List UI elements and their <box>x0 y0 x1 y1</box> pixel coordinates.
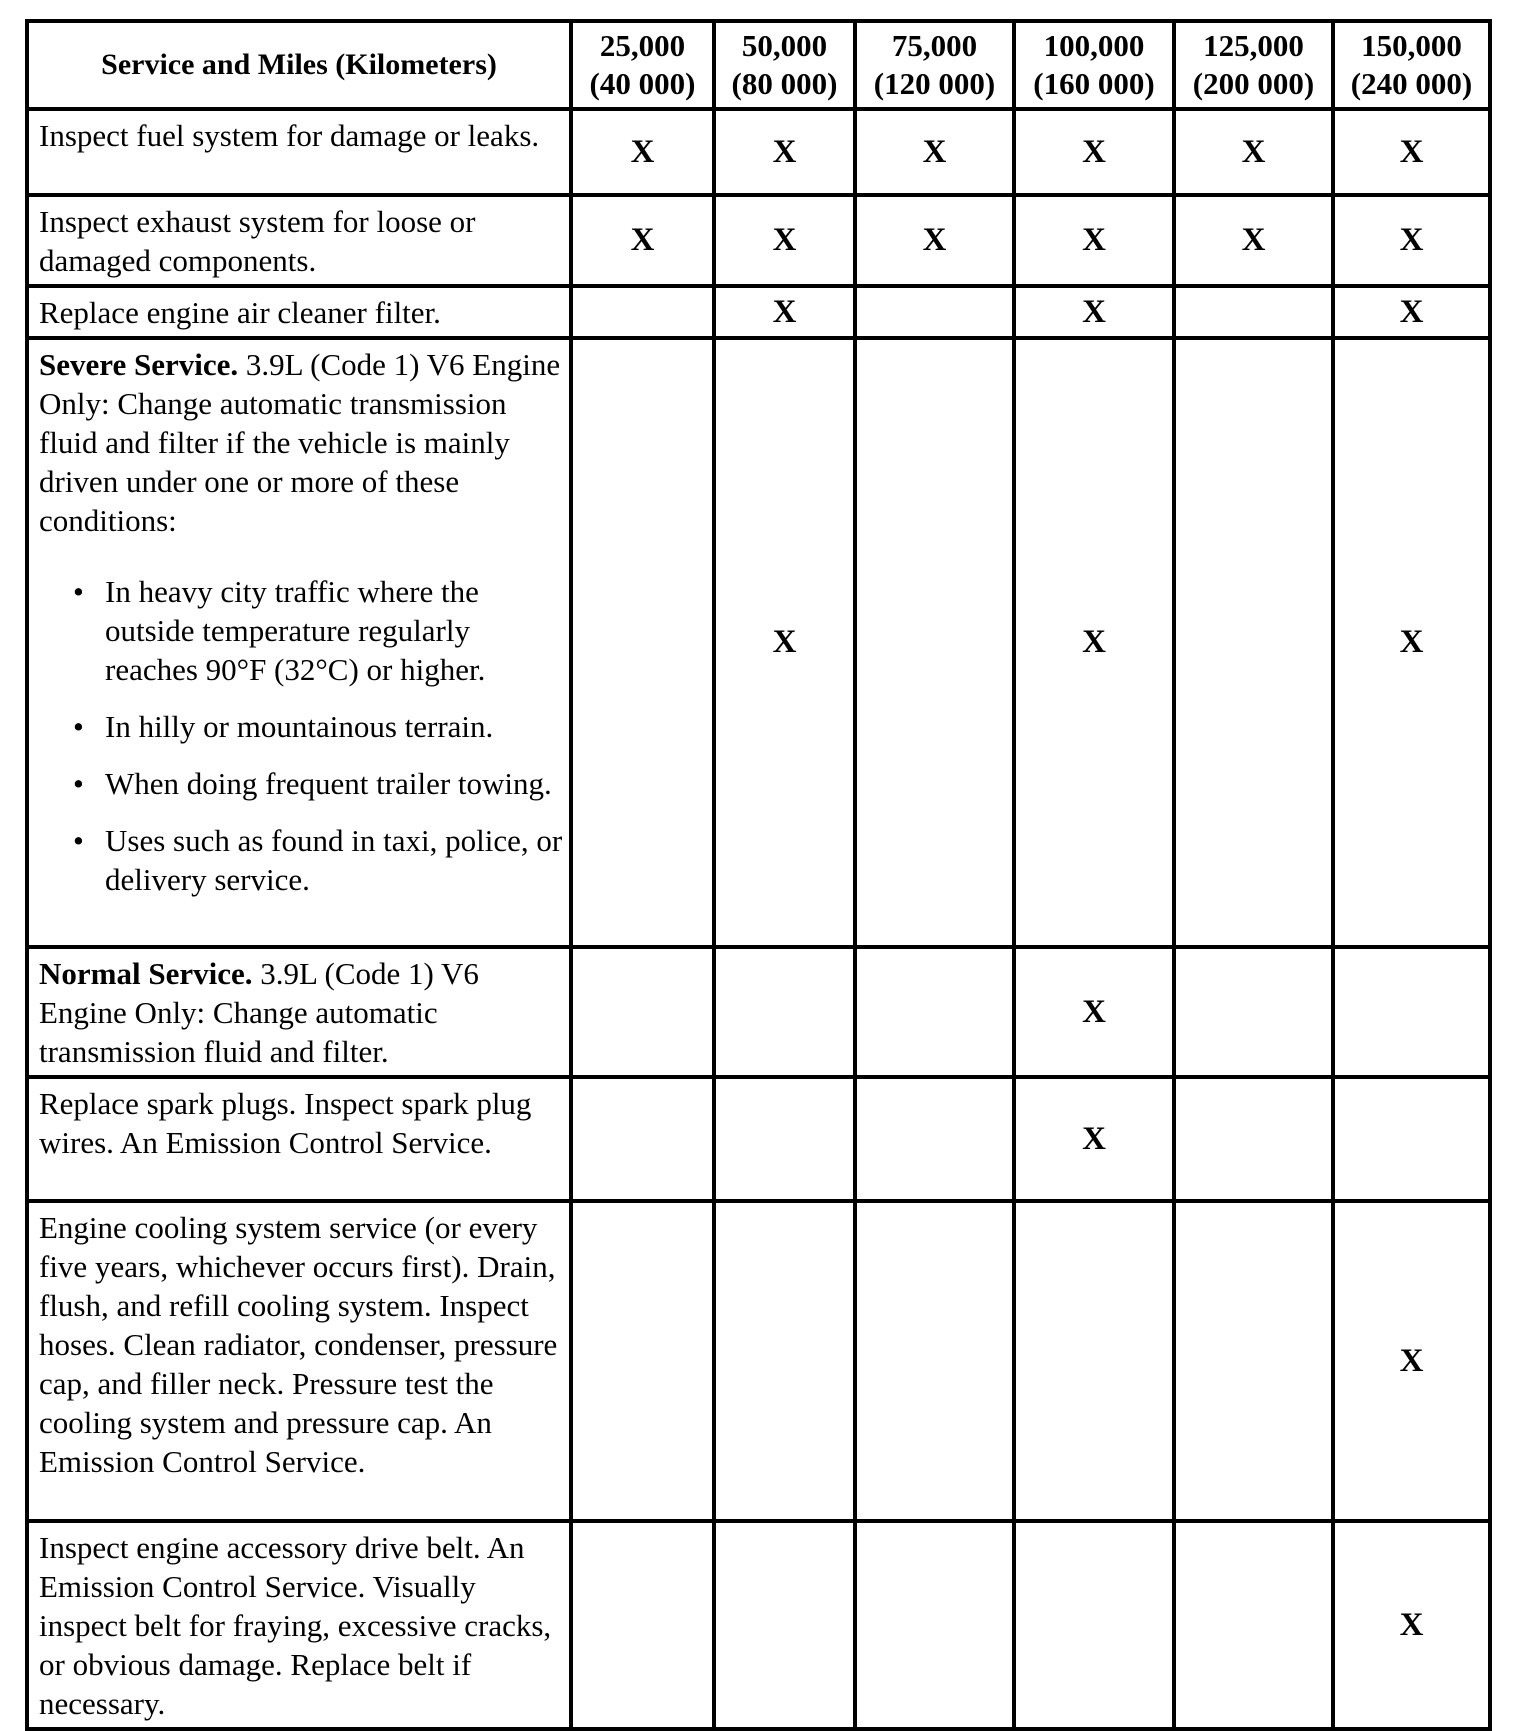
interval-mark: X <box>1014 195 1174 286</box>
interval-mark: X <box>1014 1077 1174 1201</box>
interval-header <box>1174 21 1333 109</box>
interval-mark: X <box>571 195 714 286</box>
interval-mark <box>1014 1521 1174 1729</box>
interval-mark: X <box>1174 109 1333 195</box>
table-row <box>27 1077 1490 1201</box>
service-description: Replace engine air cleaner filter. <box>27 286 571 338</box>
interval-mark <box>1174 338 1333 947</box>
interval-mark: X <box>714 109 855 195</box>
interval-header <box>855 21 1014 109</box>
interval-mark <box>1174 286 1333 338</box>
interval-miles: 75,000 <box>891 28 978 63</box>
table-row <box>27 1201 1490 1521</box>
interval-mark: X <box>714 338 855 947</box>
normal-service-label: Normal Service. <box>39 956 253 991</box>
interval-mark: X <box>1333 195 1490 286</box>
bullet-icon: • <box>73 766 84 801</box>
bullet-icon: • <box>73 823 84 858</box>
interval-mark: X <box>855 195 1014 286</box>
table-row <box>27 195 1490 286</box>
interval-mark: X <box>1014 286 1174 338</box>
interval-km: (80 000) <box>731 66 838 101</box>
interval-mark: X <box>714 195 855 286</box>
severe-service-text: 3.9L (Code 1) V6 Engine Only: Change automatic transmission fluid and filter if the vehicle is mainly driven under one or more of these conditions: <box>39 347 561 538</box>
interval-mark <box>714 1077 855 1201</box>
service-description: Inspect engine accessory drive belt. An Emission Control Service. Visually inspect belt for fraying, excessive cracks, or obvious damage. Replace belt if necessary. <box>27 1521 571 1729</box>
service-description: Engine cooling system service (or every five years, whichever occurs first). Drain, flush, and refill cooling system. Inspect hoses. Clean radiator, condenser, pressure cap, and filler neck. Pressure test the cooling system and pressure cap. An Emission Control Service. <box>27 1201 571 1521</box>
interval-mark: X <box>714 286 855 338</box>
interval-mark <box>1333 947 1490 1077</box>
interval-mark: X <box>1174 195 1333 286</box>
severe-service-label: Severe Service. <box>39 347 239 382</box>
condition-text: When doing frequent trailer towing. <box>105 766 552 801</box>
interval-km: (40 000) <box>589 66 696 101</box>
list-item <box>73 572 563 689</box>
interval-mark <box>1174 1521 1333 1729</box>
interval-km: (160 000) <box>1033 66 1155 101</box>
service-description: Inspect fuel system for damage or leaks. <box>27 109 571 195</box>
interval-mark <box>855 947 1014 1077</box>
table-row <box>27 338 1490 947</box>
condition-list <box>39 572 563 899</box>
interval-mark <box>855 1077 1014 1201</box>
interval-mark: X <box>855 109 1014 195</box>
condition-text: In heavy city traffic where the outside temperature regularly reaches 90°F (32°C) or higher. <box>105 574 486 687</box>
interval-mark: X <box>1014 109 1174 195</box>
interval-miles: 150,000 <box>1361 28 1462 63</box>
bullet-icon: • <box>73 574 84 609</box>
maintenance-schedule-table <box>25 19 1492 1731</box>
interval-mark <box>714 1521 855 1729</box>
interval-km: (120 000) <box>873 66 996 101</box>
interval-km: (240 000) <box>1350 66 1473 101</box>
normal-service-text: 3.9L (Code 1) V6 Engine Only: Change automatic transmission fluid and filter. <box>39 956 479 1069</box>
interval-miles: 125,000 <box>1203 28 1304 63</box>
interval-mark: X <box>1333 338 1490 947</box>
service-description: Replace spark plugs. Inspect spark plug wires. An Emission Control Service. <box>27 1077 571 1201</box>
interval-mark <box>571 947 714 1077</box>
interval-mark <box>714 947 855 1077</box>
interval-mark: X <box>1333 286 1490 338</box>
service-column-header: Service and Miles (Kilometers) <box>27 21 571 109</box>
header-row <box>27 21 1490 109</box>
service-description <box>27 338 571 947</box>
interval-mark: X <box>571 109 714 195</box>
interval-miles: 100,000 <box>1043 28 1145 63</box>
interval-mark <box>855 338 1014 947</box>
table-row <box>27 286 1490 338</box>
interval-mark <box>571 1521 714 1729</box>
list-item <box>73 764 563 803</box>
interval-mark: X <box>1333 1521 1490 1729</box>
interval-mark <box>571 338 714 947</box>
interval-mark: X <box>1014 947 1174 1077</box>
interval-mark <box>1014 1201 1174 1521</box>
interval-mark: X <box>1014 338 1174 947</box>
interval-mark <box>855 1201 1014 1521</box>
condition-text: In hilly or mountainous terrain. <box>105 709 494 744</box>
interval-mark <box>1174 947 1333 1077</box>
list-item <box>73 707 563 746</box>
interval-miles: 25,000 <box>599 28 686 63</box>
interval-mark <box>1333 1077 1490 1201</box>
interval-mark <box>855 286 1014 338</box>
interval-mark <box>571 1077 714 1201</box>
interval-mark <box>571 286 714 338</box>
interval-mark <box>714 1201 855 1521</box>
interval-header <box>1014 21 1174 109</box>
condition-text: Uses such as found in taxi, police, or delivery service. <box>105 823 563 897</box>
interval-mark <box>1174 1077 1333 1201</box>
interval-header <box>714 21 855 109</box>
interval-km: (200 000) <box>1192 66 1315 101</box>
bullet-icon: • <box>73 709 84 744</box>
list-item <box>73 821 563 899</box>
service-description: Inspect exhaust system for loose or damaged components. <box>27 195 571 286</box>
interval-mark: X <box>1333 1201 1490 1521</box>
interval-mark <box>855 1521 1014 1729</box>
table-row <box>27 947 1490 1077</box>
interval-header <box>1333 21 1490 109</box>
table-row <box>27 1521 1490 1729</box>
interval-miles: 50,000 <box>741 28 828 63</box>
interval-mark <box>1174 1201 1333 1521</box>
interval-mark <box>571 1201 714 1521</box>
table-row <box>27 109 1490 195</box>
interval-header <box>571 21 714 109</box>
interval-mark: X <box>1333 109 1490 195</box>
service-description <box>27 947 571 1077</box>
